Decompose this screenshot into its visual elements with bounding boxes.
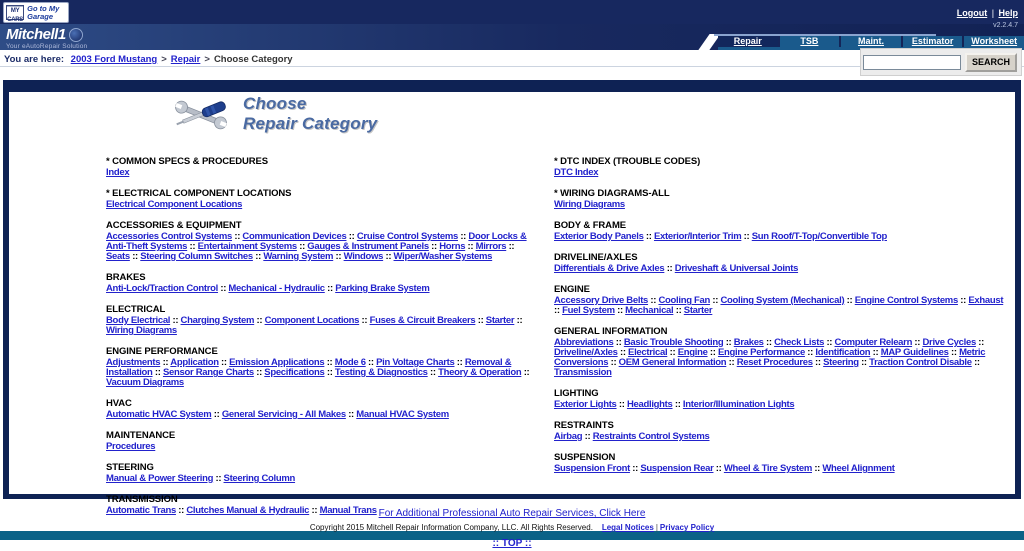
category-links <box>554 464 1006 474</box>
category-link[interactable]: Transmission <box>554 367 612 378</box>
category-link[interactable]: Body Electrical <box>106 315 171 326</box>
link-separator: :: <box>218 283 229 294</box>
link-separator: :: <box>506 241 515 252</box>
category-links <box>106 442 538 452</box>
category-link[interactable]: Accessories Control Systems <box>106 231 233 242</box>
tab-maint[interactable]: Maint. <box>841 36 901 47</box>
link-separator: :: <box>912 337 923 348</box>
category-heading: STEERING <box>106 462 154 473</box>
category-heading: * COMMON SPECS & PROCEDURES <box>106 156 268 167</box>
link-separator: :: <box>324 283 336 294</box>
privacy-policy-link[interactable]: Privacy Policy <box>659 523 715 532</box>
link-separator: :: <box>713 463 724 474</box>
link-separator: :: <box>333 251 344 262</box>
category-link[interactable]: Wiper/Washer Systems <box>393 251 493 262</box>
category-link[interactable]: Starter <box>485 315 515 326</box>
category-link[interactable]: Reset Procedures <box>736 357 813 368</box>
category-section-electrical-component-locations <box>106 188 538 210</box>
category-link[interactable]: Headlights <box>626 399 673 410</box>
category-link[interactable]: Theory & Operation <box>438 367 522 378</box>
app-header <box>0 0 1024 50</box>
category-links <box>554 338 1006 378</box>
link-separator: :: <box>232 231 243 242</box>
category-links <box>106 358 538 388</box>
category-link[interactable]: Manual Trans <box>319 505 377 516</box>
breadcrumb-link-repair[interactable]: Repair <box>170 54 201 65</box>
category-link[interactable]: Exhaust <box>968 295 1004 306</box>
link-separator: :: <box>616 399 627 410</box>
link-separator: :: <box>454 357 465 368</box>
link-separator: :: <box>804 347 816 358</box>
category-link[interactable]: Vacuum Diagrams <box>106 377 184 388</box>
category-link[interactable]: Accessory Drive Belts <box>554 295 649 306</box>
category-link[interactable]: Mirrors <box>475 241 507 252</box>
category-link[interactable]: Mechanical - Hydraulic <box>228 283 325 294</box>
link-separator: :: <box>811 463 823 474</box>
legal-notices-link[interactable]: Legal Notices <box>601 523 654 532</box>
category-links <box>554 264 1006 274</box>
link-separator: :: <box>428 241 440 252</box>
category-link[interactable]: Door Locks & Anti-Theft Systems <box>106 231 527 252</box>
category-links <box>106 474 538 484</box>
category-heading: * DTC INDEX (TROUBLE CODES) <box>554 156 701 167</box>
link-separator: :: <box>614 305 626 316</box>
category-link[interactable]: Specifications <box>264 367 325 378</box>
breadcrumb-current: Choose Category <box>213 54 293 65</box>
category-link[interactable]: Seats <box>106 251 130 262</box>
category-link[interactable]: Horns <box>439 241 466 252</box>
link-separator: :: <box>726 357 737 368</box>
category-link[interactable]: Warning System <box>263 251 334 262</box>
link-separator: :: <box>383 251 394 262</box>
link-separator: :: <box>948 347 960 358</box>
tab-worksheet[interactable]: Worksheet <box>964 36 1024 47</box>
category-links <box>106 200 538 210</box>
category-link[interactable]: Check Lists <box>774 337 825 348</box>
category-section-hvac <box>106 398 538 420</box>
logout-link[interactable]: Logout <box>956 8 988 18</box>
category-heading: * WIRING DIAGRAMS-ALL <box>554 188 670 199</box>
tab-tsb[interactable]: TSB <box>780 36 840 47</box>
category-section-dtc-index-trouble-codes <box>554 156 1006 178</box>
link-separator: :: <box>345 409 357 420</box>
category-links <box>554 200 1006 210</box>
link-separator: :: <box>554 305 563 316</box>
link-separator: :: <box>667 347 678 358</box>
breadcrumb-separator: > <box>204 54 210 65</box>
category-link[interactable]: Differentials & Drive Axles <box>554 263 665 274</box>
link-separator: :: <box>465 241 476 252</box>
category-link[interactable]: Wiring Diagrams <box>106 325 177 336</box>
page-title-block <box>171 92 1015 142</box>
brand-logo <box>6 26 87 50</box>
category-link[interactable]: Steering <box>823 357 859 368</box>
category-links <box>106 232 538 262</box>
category-link[interactable]: Emission Applications <box>229 357 325 368</box>
link-separator: :: <box>824 337 835 348</box>
category-link[interactable]: Computer Relearn <box>834 337 913 348</box>
category-links <box>106 410 538 420</box>
category-link[interactable]: OEM General Information <box>618 357 727 368</box>
additional-services-link[interactable]: For Additional Professional Auto Repair Services, Click Here <box>378 508 646 519</box>
category-link[interactable]: Manual HVAC System <box>356 409 449 420</box>
category-link[interactable]: Suspension Rear <box>640 463 714 474</box>
crossed-tools-icon <box>171 92 231 138</box>
link-separator: :: <box>957 295 969 306</box>
link-separator: :: <box>175 505 187 516</box>
category-heading: ENGINE <box>554 284 590 295</box>
category-link[interactable]: Restraints Control Systems <box>592 431 710 442</box>
category-link[interactable]: Communication Devices <box>242 231 347 242</box>
category-link[interactable]: MAP Guidelines <box>880 347 949 358</box>
category-column-left <box>106 156 538 526</box>
link-separator: :: <box>710 295 721 306</box>
category-link[interactable]: Steering Column Switches <box>140 251 253 262</box>
search-panel <box>860 48 1022 76</box>
link-separator: :: <box>629 463 641 474</box>
link-separator: :: <box>324 357 335 368</box>
category-links <box>106 316 538 336</box>
link-separator: :: <box>252 251 264 262</box>
link-separator: :: <box>514 315 523 326</box>
category-link[interactable]: Suspension Front <box>554 463 630 474</box>
link-separator: :: <box>975 337 984 348</box>
footer-divider: | <box>655 523 658 532</box>
category-links <box>554 400 1006 410</box>
link-separator: :: <box>475 315 486 326</box>
category-section-lighting <box>554 388 1006 410</box>
link-separator: :: <box>324 367 335 378</box>
category-heading: ENGINE PERFORMANCE <box>106 346 218 357</box>
category-link[interactable]: Airbag <box>554 431 583 442</box>
link-separator: :: <box>844 295 855 306</box>
category-heading: RESTRAINTS <box>554 420 614 431</box>
category-heading: DRIVELINE/AXLES <box>554 252 638 263</box>
category-link[interactable]: Exterior/Interior Trim <box>653 231 742 242</box>
category-link[interactable]: Adjustments <box>106 357 161 368</box>
link-separator: :: <box>427 367 439 378</box>
go-to-my-garage-label: Go to My Garage <box>27 3 60 21</box>
category-heading: BRAKES <box>106 272 146 283</box>
page-title-line2: Repair Category <box>243 114 378 134</box>
go-to-my-garage-button[interactable] <box>3 2 69 23</box>
category-links <box>554 168 1006 178</box>
category-link[interactable]: Driveline/Axles <box>554 347 618 358</box>
link-separator: :: <box>812 357 824 368</box>
link-separator: :: <box>608 357 619 368</box>
category-heading: MAINTENANCE <box>106 430 176 441</box>
link-separator: :: <box>648 295 659 306</box>
link-separator: :: <box>741 231 752 242</box>
link-separator: :: <box>187 241 198 252</box>
category-link[interactable]: Automatic Trans <box>106 505 176 516</box>
copyright-text: Copyright 2015 Mitchell Repair Information Company, LLC. All Rights Reserved. <box>309 523 593 532</box>
category-link[interactable]: Identification <box>815 347 871 358</box>
category-link[interactable]: Component Locations <box>264 315 360 326</box>
link-separator: :: <box>664 263 675 274</box>
back-to-top-link[interactable]: :: TOP :: <box>492 538 532 549</box>
link-separator: :: <box>365 357 377 368</box>
link-separator: :: <box>170 315 181 326</box>
category-link[interactable]: Drive Cycles <box>922 337 976 348</box>
category-link[interactable]: Fuses & Circuit Breakers <box>369 315 476 326</box>
category-link[interactable]: General Servicing - All Makes <box>221 409 346 420</box>
link-separator: :: <box>763 337 775 348</box>
link-separator: :: <box>160 357 171 368</box>
category-section-common-specs-procedures <box>106 156 538 178</box>
category-link[interactable]: Brakes <box>733 337 764 348</box>
category-link[interactable]: Cooling System (Mechanical) <box>720 295 845 306</box>
category-section-suspension <box>554 452 1006 474</box>
link-separator: :: <box>253 367 265 378</box>
session-link-divider: | <box>991 8 995 18</box>
category-links <box>106 168 538 178</box>
my-cars-plate-text: MY CARS <box>7 8 23 23</box>
category-link[interactable]: Anti-Lock/Traction Control <box>106 283 219 294</box>
link-separator: :: <box>254 315 265 326</box>
category-heading: HVAC <box>106 398 132 409</box>
link-separator: :: <box>672 399 683 410</box>
category-section-body-frame <box>554 220 1006 242</box>
category-link[interactable]: Sensor Range Charts <box>162 367 254 378</box>
link-separator: :: <box>457 231 469 242</box>
search-button[interactable]: SEARCH <box>965 53 1017 72</box>
category-link[interactable]: Engine Control Systems <box>854 295 958 306</box>
category-link[interactable]: Electrical <box>628 347 668 358</box>
link-separator: :: <box>152 367 163 378</box>
category-link[interactable]: Sun Roof/T-Top/Convertible Top <box>751 231 887 242</box>
link-separator: :: <box>870 347 881 358</box>
category-link[interactable]: Exterior Body Panels <box>554 231 644 242</box>
category-link[interactable]: Wheel Alignment <box>822 463 895 474</box>
category-link[interactable]: Engine Performance <box>717 347 805 358</box>
category-link[interactable]: Testing & Diagnostics <box>334 367 428 378</box>
breadcrumb-prefix: You are here: <box>4 54 65 65</box>
category-link[interactable]: DTC Index <box>554 167 599 178</box>
link-separator: :: <box>218 357 230 368</box>
category-section-accessories-equipment <box>106 220 538 262</box>
category-link[interactable]: Charging System <box>180 315 255 326</box>
mitchell1-logo-text: Mitchell1 <box>6 26 66 43</box>
category-section-maintenance <box>106 430 538 452</box>
link-separator: :: <box>673 305 684 316</box>
category-link[interactable]: Removal & Installation <box>106 357 512 378</box>
category-heading: GENERAL INFORMATION <box>554 326 668 337</box>
category-columns <box>9 156 1015 526</box>
category-links <box>554 296 1006 316</box>
category-link[interactable]: Basic Trouble Shooting <box>623 337 724 348</box>
category-section-driveline-axles <box>554 252 1006 274</box>
category-link[interactable]: Cruise Control Systems <box>356 231 458 242</box>
category-heading: ELECTRICAL <box>106 304 166 315</box>
category-link[interactable]: Parking Brake System <box>335 283 430 294</box>
page-title-line1: Choose <box>243 94 307 113</box>
category-column-right <box>554 156 1006 526</box>
category-link[interactable]: Wiring Diagrams <box>554 199 625 210</box>
category-link[interactable]: Mechanical <box>625 305 674 316</box>
link-separator: :: <box>521 367 530 378</box>
link-separator: :: <box>707 347 718 358</box>
link-separator: :: <box>309 505 320 516</box>
category-link[interactable]: Windows <box>343 251 384 262</box>
category-links <box>554 432 1006 442</box>
category-link[interactable]: Steering Column <box>223 473 296 484</box>
category-links <box>106 284 538 294</box>
category-link[interactable]: Fuel System <box>562 305 615 316</box>
link-separator: :: <box>213 473 224 484</box>
category-link[interactable]: Abbreviations <box>554 337 614 348</box>
tab-repair[interactable]: Repair <box>718 36 778 47</box>
category-section-general-information <box>554 326 1006 378</box>
link-separator: :: <box>723 337 734 348</box>
help-link[interactable]: Help <box>998 8 1018 18</box>
category-section-engine-performance <box>106 346 538 388</box>
category-link[interactable]: Engine <box>677 347 708 358</box>
link-separator: :: <box>211 409 222 420</box>
category-heading: LIGHTING <box>554 388 599 399</box>
link-separator: :: <box>359 315 370 326</box>
globe-badge-icon <box>69 28 83 42</box>
category-heading: * ELECTRICAL COMPONENT LOCATIONS <box>106 188 292 199</box>
category-section-wiring-diagrams-all <box>554 188 1006 210</box>
category-section-engine <box>554 284 1006 316</box>
brand-tagline: Your eAutoRepair Solution <box>6 43 88 50</box>
breadcrumb-separator: > <box>161 54 167 65</box>
category-heading: BODY & FRAME <box>554 220 626 231</box>
link-separator: :: <box>643 231 654 242</box>
category-link[interactable]: Electrical Component Locations <box>106 199 243 210</box>
link-separator: :: <box>129 251 141 262</box>
category-link[interactable]: Metric Conversions <box>554 347 986 368</box>
category-link[interactable]: Manual & Power Steering <box>106 473 214 484</box>
link-separator: :: <box>582 431 593 442</box>
category-link[interactable]: Clutches Manual & Hydraulic <box>186 505 310 516</box>
link-separator: :: <box>617 347 629 358</box>
breadcrumb-link-2003-ford-mustang[interactable]: 2003 Ford Mustang <box>70 54 158 65</box>
category-heading: SUSPENSION <box>554 452 616 463</box>
link-separator: :: <box>858 357 870 368</box>
category-section-steering <box>106 462 538 484</box>
session-links <box>957 3 1018 29</box>
category-link[interactable]: Traction Control Disable <box>869 357 972 368</box>
link-separator: :: <box>346 231 357 242</box>
app-version: v2.2.4.7 <box>993 22 1018 29</box>
category-link[interactable]: Driveshaft & Universal Joints <box>674 263 799 274</box>
category-link[interactable]: Entertainment Systems <box>197 241 297 252</box>
category-section-electrical <box>106 304 538 336</box>
category-link[interactable]: Index <box>106 167 130 178</box>
category-link[interactable]: Procedures <box>106 441 156 452</box>
category-link[interactable]: Exterior Lights <box>554 399 617 410</box>
license-plate-icon <box>6 5 24 23</box>
category-link[interactable]: Cooling Fan <box>658 295 711 306</box>
link-separator: :: <box>613 337 624 348</box>
link-separator: :: <box>296 241 308 252</box>
category-link[interactable]: Application <box>170 357 219 368</box>
tab-estimator[interactable]: Estimator <box>903 36 963 47</box>
category-section-restraints <box>554 420 1006 442</box>
category-link[interactable]: Gauges & Instrument Panels <box>307 241 429 252</box>
category-link[interactable]: Mode 6 <box>334 357 366 368</box>
category-heading: TRANSMISSION <box>106 494 178 505</box>
category-heading: ACCESSORIES & EQUIPMENT <box>106 220 242 231</box>
category-link[interactable]: Wheel & Tire System <box>723 463 812 474</box>
header-top-strip <box>0 0 1024 24</box>
category-link[interactable]: Starter <box>683 305 713 316</box>
category-section-brakes <box>106 272 538 294</box>
category-link[interactable]: Pin Voltage Charts <box>376 357 455 368</box>
link-separator: :: <box>971 357 980 368</box>
search-input[interactable] <box>863 55 961 70</box>
category-links <box>554 232 1006 242</box>
category-link[interactable]: Interior/Illumination Lights <box>682 399 795 410</box>
category-link[interactable]: Automatic HVAC System <box>106 409 212 420</box>
